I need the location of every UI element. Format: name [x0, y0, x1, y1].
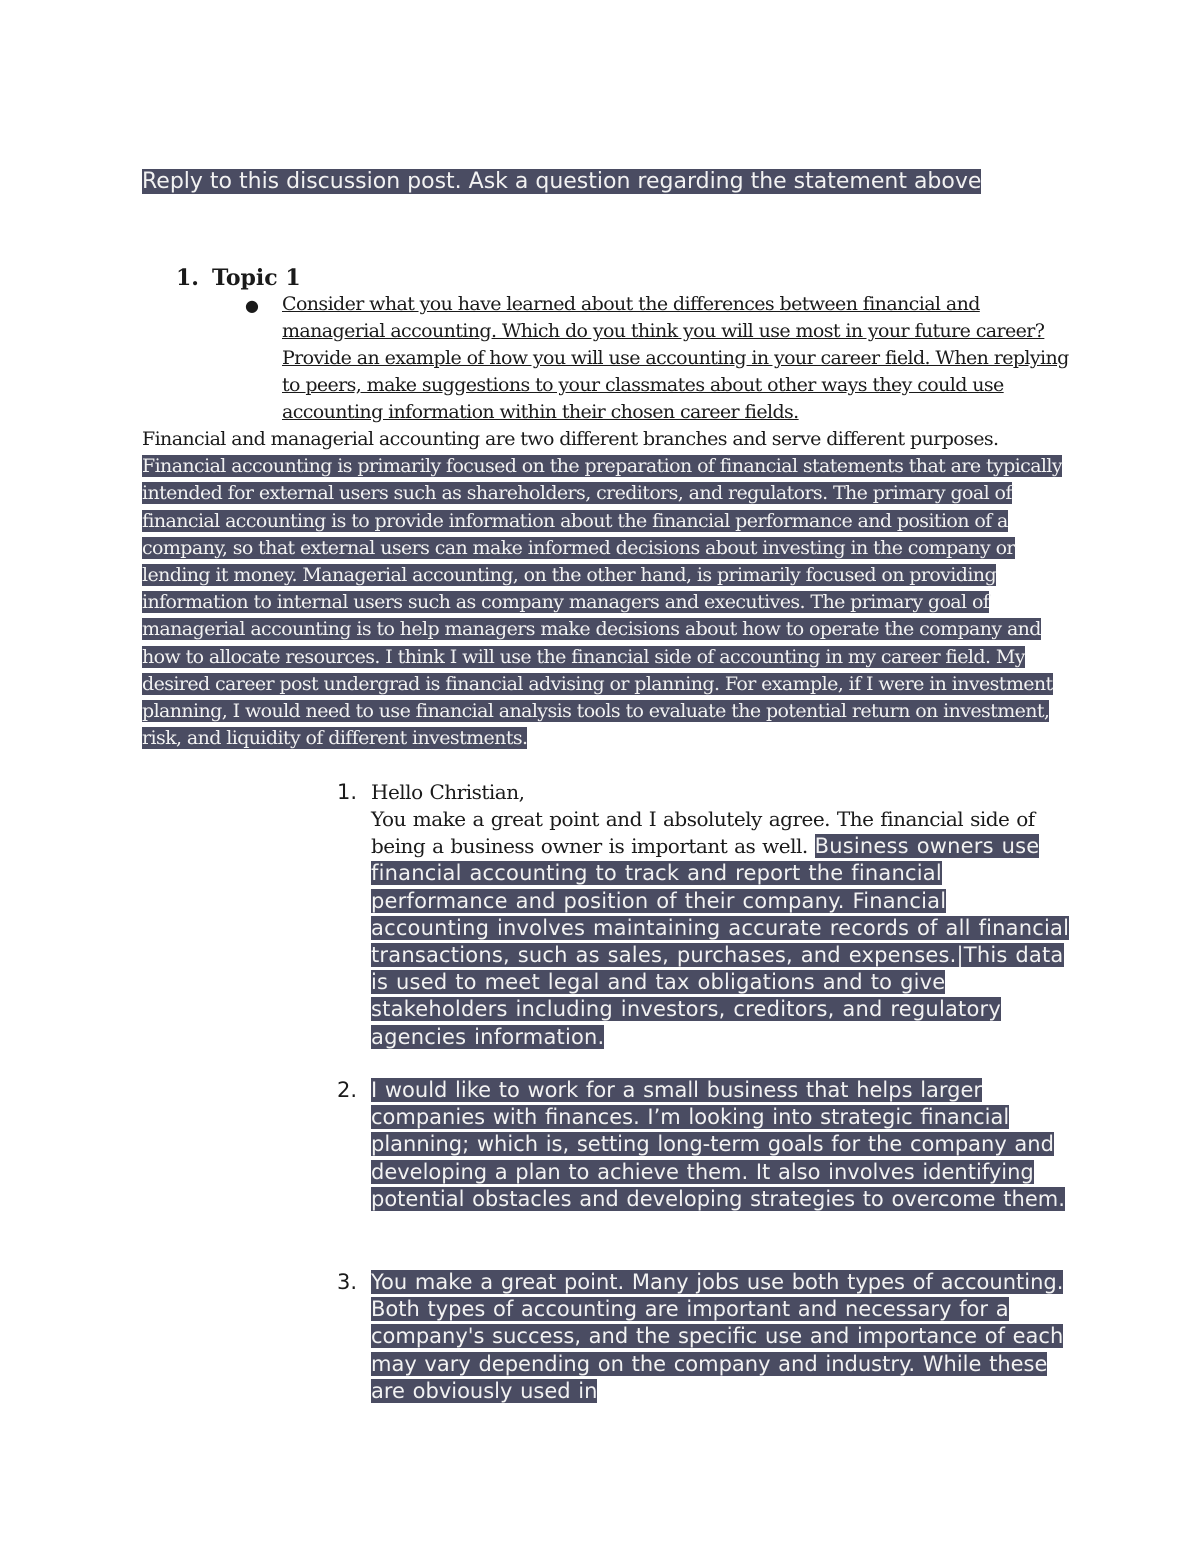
reply-highlighted-text: You make a great point. Many jobs use both types of accounting. Both types of accounting are important and necessary for a company's success, and the specific use and importance of each may vary depending on the company and industry. While these are obviously used in: [371, 1270, 1064, 1403]
reply-greeting: Hello Christian,: [371, 780, 525, 804]
topic-title: Topic 1: [212, 265, 301, 291]
reply-body: [371, 1077, 1071, 1213]
reply-number: 3.: [337, 1270, 358, 1294]
reply-body: [371, 1269, 1071, 1405]
reply-body: [371, 806, 1071, 1051]
instruction-text: Reply to this discussion post. Ask a question regarding the statement above: [142, 169, 982, 194]
reply-plain-text: You make a great point and I absolutely agree. The financial side of being a business owner is important as well.: [371, 807, 1035, 859]
post-intro: Financial and managerial accounting are two different branches and serve different purposes.: [142, 428, 999, 450]
reply-highlighted-text: I would like to work for a small business that helps larger companies with finances. I’m looking into strategic financial planning; which is, setting long-term goals for the company and developing a plan to achieve them. It also involves identifying potential obstacles and developing strategies to overcome them.: [371, 1078, 1065, 1211]
post-body: Financial accounting is primarily focused on the preparation of financial statements that are typically intended for external users such as shareholders, creditors, and regulators. The primary goal of financial accounting is to provide information about the financial performance and position of a company, so that external users can make informed decisions about investing in the company or lending it money. Managerial accounting, on the other hand, is primarily focused on providing information to internal users such as company managers and executives. The primary goal of managerial accounting is to help managers make decisions about how to operate the company and how to allocate resources. I think I will use the financial side of accounting in my career field. My desired career post undergrad is financial advising or planning. For example, if I were in investment planning, I would need to use financial analysis tools to evaluate the potential return on investment, risk, and liquidity of different investments.: [142, 455, 1063, 750]
topic-prompt: Consider what you have learned about the differences between financial and managerial accounting. Which do you think you will use most in your future career? Provide an example of how you will use accounting in your career field. When replying to peers, make suggestions to your classmates about other ways they could use accounting information within their chosen career fields.: [282, 293, 1069, 423]
reply-highlighted-text: Business owners use financial accounting to track and report the financial performance and position of their company. Financial accounting involves maintaining accurate records of all financial transactions, such as sales, purchases, and expenses.|This data is used to meet legal and tax obligations and to give stakeholders including investors, creditors, and regulatory agencies information.: [371, 834, 1070, 1049]
topic-number: 1.: [176, 265, 199, 291]
reply-number: 1.: [337, 780, 358, 804]
reply-number: 2.: [337, 1078, 358, 1102]
bullet-icon: ●: [245, 296, 259, 315]
discussion-instruction: [142, 167, 981, 197]
discussion-post: [142, 426, 1062, 752]
